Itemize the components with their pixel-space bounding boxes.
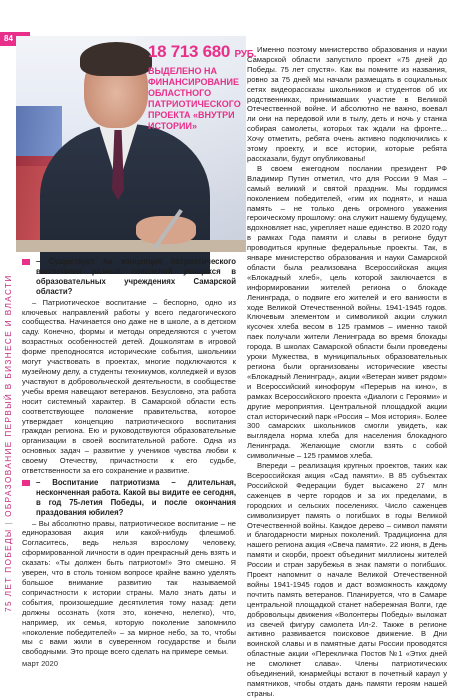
question-bullet-icon <box>22 480 30 486</box>
issue-date: март 2020 <box>22 659 58 668</box>
answer-2: – Вы абсолютно правы, патриотическое воспитание – не единоразовая акция или какой-нибудь флешмоб. Согласитесь, ведь нельзя взрослому человеку, сформированной личности в один прекрасный день взять и сказать: «Ты должен быть патриотом!» Это смешно. Я уверен, что в столь тонком вопросе крайне важно уделять большое внимание развитию так называемой сопричастности к истории страны. Мало знать даты и события, произошедшие десятилетия тому назад: дети должны осознать (хотя это, конечно, нелегко), что, например, их семья, которую поколение запомнило «поколение победителей» – за мирное небо, за то, чтобы мы с вами жили в суверенном государстве и были свободными. Это проще всего сделать на примере семьи. <box>22 518 236 657</box>
right-paragraph-2: В своем ежегодном послании президент РФ Владимир Путин отметил, что для России 9 Мая – самый великий и святой праздник. Мы гордимся поколением победителей, «гим их поднят», и наша память – не только день огромного уважения героическому прошлому: она служит нашему будущему, вдохновляет нас, укрепляет наше единство. В 2020 году в рамках Года памяти и славы в регионе будут проводиться крупные федеральные проекты. Так, в январе министерство образования и науки Самарской области была реализована Всероссийская акция «Блокадный хлеб», цель которой заключается в информировании жителей региона о блокаде Ленинграда, о подвиге его жителей и его ваниюсти в ходе Великой Отечественной войны. 1941-1945 годов. Ключевым элементом и символикой акции служил кусочек хлеба весом в 125 граммов – именно такой паек получали жители Ленинграда во время блокады города. В школах Самарской области были проведены уроки Мужества, в муниципальных образовательных региона были организованы исторические квесты «Блокадный Ленинград», акции «Ветеран живет рядом» и Всероссийский кинофорум «Перерыв на кино», в рамках Всероссийского проекта «Диалоги с Героями» и другие мероприятия. Центральной площадкой акции стал исторический парк «Россия – Моя история». Более 300 самарских школьников смогли увидеть, как выглядела норма хлеба для населения блокадного Ленинграда. Желающие смогли взять с собой символичные – 125 граммов хлеба. <box>247 163 447 461</box>
question-1-text: – Существует ли концепция патриотического воспитания разных поколений учащихся в образовательных учреждениях Самарской области? <box>36 257 236 296</box>
man-hair <box>80 42 152 76</box>
budget-amount-value: 18 713 680 <box>148 42 231 61</box>
left-column <box>22 255 236 657</box>
page-number: 84 <box>0 32 30 46</box>
side-rail-part2: ОБРАЗОВАНИЕ ПЕРВЫЙ В БИЗНЕСЕ И ВЛАСТИ <box>4 274 13 517</box>
right-paragraph-3: Впереди – реализация крупных проектов, таких как Всероссийская акция «Сад памяти». В 85 субъектах Российской Федерации будет высажено 27 млн саженцев в черте городов и за их пределами, в городских и сельских поселениях. Число саженцев символизирует память о погибших в годы Великой Отечественной войны. Каждое дерево – символ памяти и благодарности мирных поколений. Традиционна для нашего региона акция «Свеча памяти». 22 июня, в День памяти и скорби, проект объединит миллионы жителей России и стран зарубежья в знак памяти о погибших. Проект напомнит о начале Великой Отечественной войны 1941-1945 годов и даст возможность каждому почтить память ветеранов. Планируется, что в Самаре центральной площадкой станет набережная Волги, где добровольцы движения «Волонтеры Победы» выложат из свечей фигуру самолета Ил-2. Также в регионе активно развивается поисковое движение. В Дни воинской славы и в памятные даты России проводятся областные акции «Перекличка Постов №1 «Этих дней не смолкнет слава». Члены патриотических объединений, юнармейцы встают в почетный караул у памятников, чтобы отдать дань памяти героям нашей страны. <box>247 461 447 698</box>
question-2-text: – Воспитание патриотизма – длительная, несконченная работа. Какой вы видите ее сегодня, в год 75-летия Победы, и после окончания праздования юбилея? <box>36 477 236 517</box>
side-rail-part1: 75 ЛЕТ ПОБЕДЫ <box>4 528 13 612</box>
right-column <box>247 45 447 699</box>
right-paragraph-1: Именно поэтому министерство образования и науки Самарской области запустило проект «75 дней до Победы. 75 лет спустя». Как вы помните из названия, ровно за 75 дней мы начали размещать в социальных сетях видеорассказы школьников и студентов об их родственниках, принимавших участие в Великой Отечественной войне. И абсолютно не важно, воевал ли они на передовой или в тылу, деть и ночь у станка собирая самолеты, которых так ждали на фронте... Хочу отметить, ребята очень активно подключились к этому проекту, и все истории, которые ребята рассказали, будут опубликованы! <box>247 45 447 163</box>
question-2 <box>22 478 236 518</box>
budget-amount <box>148 42 258 65</box>
side-rail-separator: | <box>4 520 13 525</box>
answer-1: – Патриотическое воспитание – беспорно, одно из ключевых направлений работы у всего педагогического сообщества. Начинается оно даже не в школе, а в детском саду. Конечно, формы и методы определяются с учетом возрастных особенностей детей. Дошколятам в игровой форме преподносятся исторические события, школьники могут участвовать в проектах, многие подключаются к музейному делу, а студенты техникумов, колледжей и вузов участвуют в добровольческой деятельности, в сообществе учебы время навещают ветеранов. Безусловно, эта работа носит системный характер. В Самарской области есть соответствующее положение правительства, которое утверждает концепцию патриотического воспитания граждан региона. Ею и руководствуются образовательные организации в своей воспитательной работе. Одна из основных задач – развитие у учеников чувства любви к своему Отечеству, причастности к его судьбе, ответственности за его сохранение и развитие. <box>22 297 236 476</box>
side-rail-text <box>2 22 15 612</box>
budget-description: ВЫДЕЛЕНО НА ФИНАНСИРОВАНИЕ ОБЛАСТНОГО ПАТРИОТИЧЕСКОГО ПРОЕКТА «ВНУТРИ ИСТОРИИ» <box>148 66 241 131</box>
question-bullet-icon <box>22 259 30 265</box>
budget-currency: РУБ. <box>234 49 257 60</box>
desk <box>16 240 246 252</box>
budget-callout <box>148 42 258 132</box>
question-1 <box>22 257 236 297</box>
